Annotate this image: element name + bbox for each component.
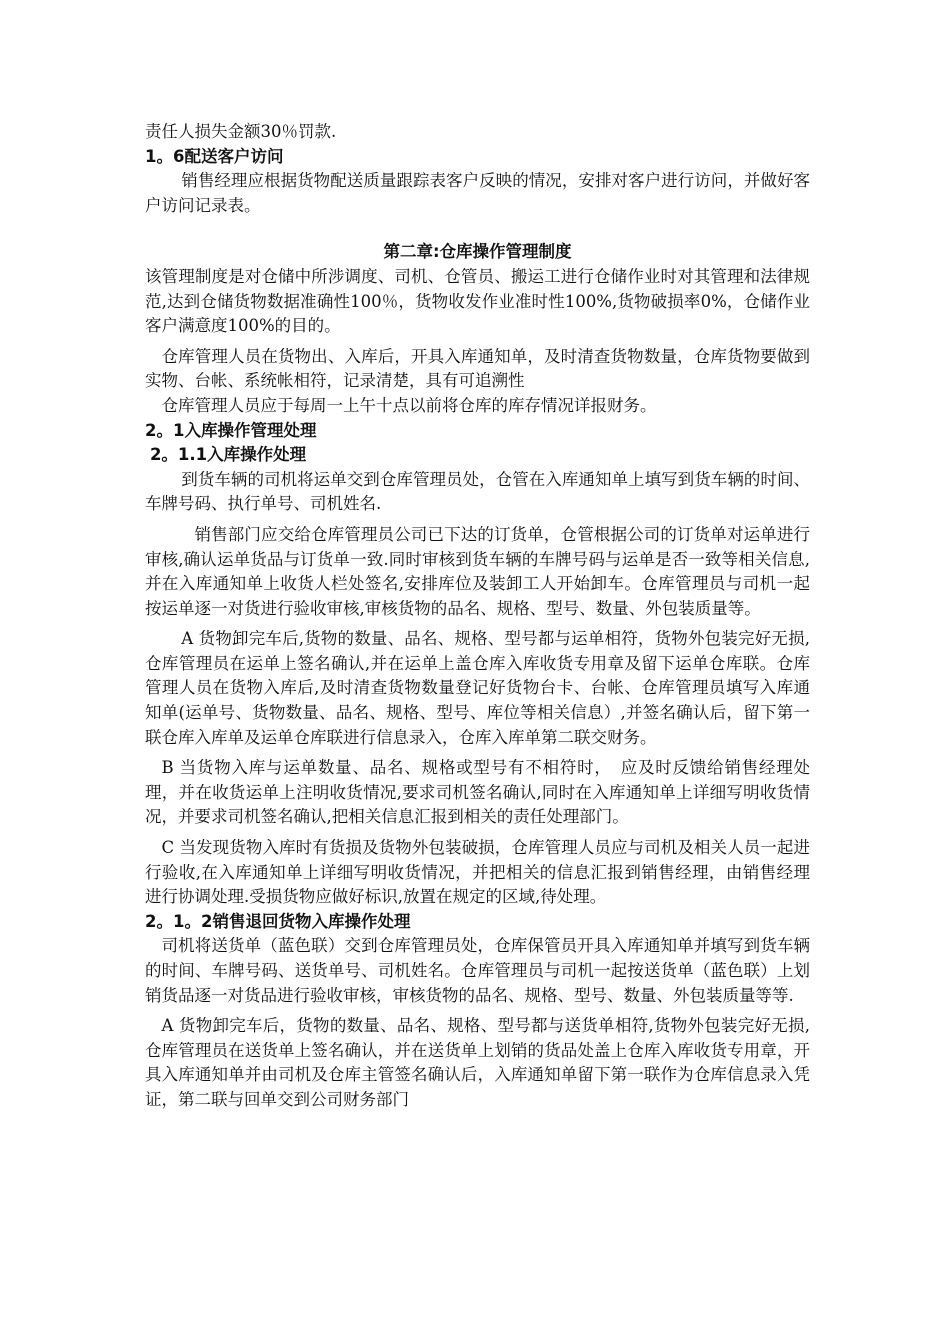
paragraph-2-1-1-1: 到货车辆的司机将运单交到仓库管理员处，仓管在入库通知单上填写到货车辆的时间、车牌号码、执行单号、司机姓名. bbox=[145, 469, 810, 514]
paragraph-2-1-2-a: A 货物卸完车后，货物的数量、品名、规格、型号都与送货单相符,货物外包装完好无损,仓库管理员在送货单上签名确认，并在送货单上划销的货品处盖上仓库入库收货专用章，开具入库通知单并由司机及仓库主管签名确认后，入库通知单留下第一联作为仓库信息录入凭证，第二联与回单交到公司财务部门 bbox=[145, 1016, 810, 1109]
paragraph-1-6: 销售经理应根据货物配送质量跟踪表客户反映的情况，安排对客户进行访问，并做好客户访问记录表。 bbox=[145, 171, 810, 215]
heading-2-1-2: 2。1。2销售退回货物入库操作处理 bbox=[145, 911, 411, 931]
paragraph-2-1-1-c: C 当发现货物入库时有货损及货物外包装破损，仓库管理人员应与司机及相关人员一起进行验收,在入库通知单上详细写明收货情况，并把相关的信息汇报到销售经理，由销售经理进行协调处理.受损货物应做好标识,放置在规定的区域,待处理。 bbox=[145, 838, 810, 907]
heading-2-1-1: 2。1.1入库操作处理 bbox=[149, 445, 307, 465]
paragraph-top: 责任人损失金额30％罚款. bbox=[145, 122, 337, 141]
paragraph-chapter-2: 仓库管理人员在货物出、入库后，开具入库通知单，及时清查货物数量，仓库货物要做到实物、台帐、系统帐相符，记录清楚，具有可追溯性 bbox=[145, 346, 810, 391]
paragraph-chapter-3: 仓库管理人员应于每周一上午十点以前将仓库的库存情况详报财务。 bbox=[161, 395, 657, 415]
document-page bbox=[145, 120, 810, 1113]
paragraph-chapter-intro: 该管理制度是对仓储中所涉调度、司机、仓管员、搬运工进行仓储作业时对其管理和法律规范,达到仓储货物数据准确性100％，货物收发作业准时性100%,货物破损率0%，仓储作业客户满意度100%的目的。 bbox=[145, 266, 810, 336]
paragraph-2-1-1-b: B 当货物入库与运单数量、品名、规格或型号有不相符时， 应及时反馈给销售经理处理，并在收货运单上注明收货情况,要求司机签名确认,同时在入库通知单上详细写明收货情况，并要求司机签名确认,把相关信息汇报到相关的责任处理部门。 bbox=[145, 758, 810, 827]
heading-1-6: 1。6配送客户访问 bbox=[145, 146, 284, 166]
paragraph-2-1-2-1: 司机将送货单（蓝色联）交到仓库管理员处，仓库保管员开具入库通知单并填写到货车辆的时间、车牌号码、送货单号、司机姓名。仓库管理员与司机一起按送货单（蓝色联）上划销货品逐一对货品进行验收审核，审核货物的品名、规格、型号、数量、外包装质量等等. bbox=[145, 936, 810, 1005]
paragraph-2-1-1-2: 销售部门应交给仓库管理员公司已下达的订货单，仓管根据公司的订货单对运单进行审核,确认运单货品与订货单一致.同时审核到货车辆的车牌号码与运单是否一致等相关信息,并在入库通知单上收货人栏处签名,安排库位及装卸工人开始卸车。仓库管理员与司机一起按运单逐一对货进行验收审核,审核货物的品名、规格、型号、数量、外包装质量等。 bbox=[145, 524, 810, 618]
paragraph-2-1-1-a: A 货物卸完车后,货物的数量、品名、规格、型号都与运单相符，货物外包装完好无损,仓库管理员在运单上签名确认,并在运单上盖仓库入库收货专用章及留下运单仓库联。仓库管理人员在货物入库后,及时清查货物数量登记好货物台卡、台帐、仓库管理员填写入库通知单(运单号、货物数量、品名、规格、型号、库位等相关信息）,并签名确认后，留下第一联仓库入库单及运单仓库联进行信息录入，仓库入库单第二联交财务。 bbox=[145, 629, 810, 747]
heading-2-1: 2。1入库操作管理处理 bbox=[145, 420, 317, 440]
chapter-title: 第二章:仓库操作管理制度 bbox=[383, 242, 572, 262]
